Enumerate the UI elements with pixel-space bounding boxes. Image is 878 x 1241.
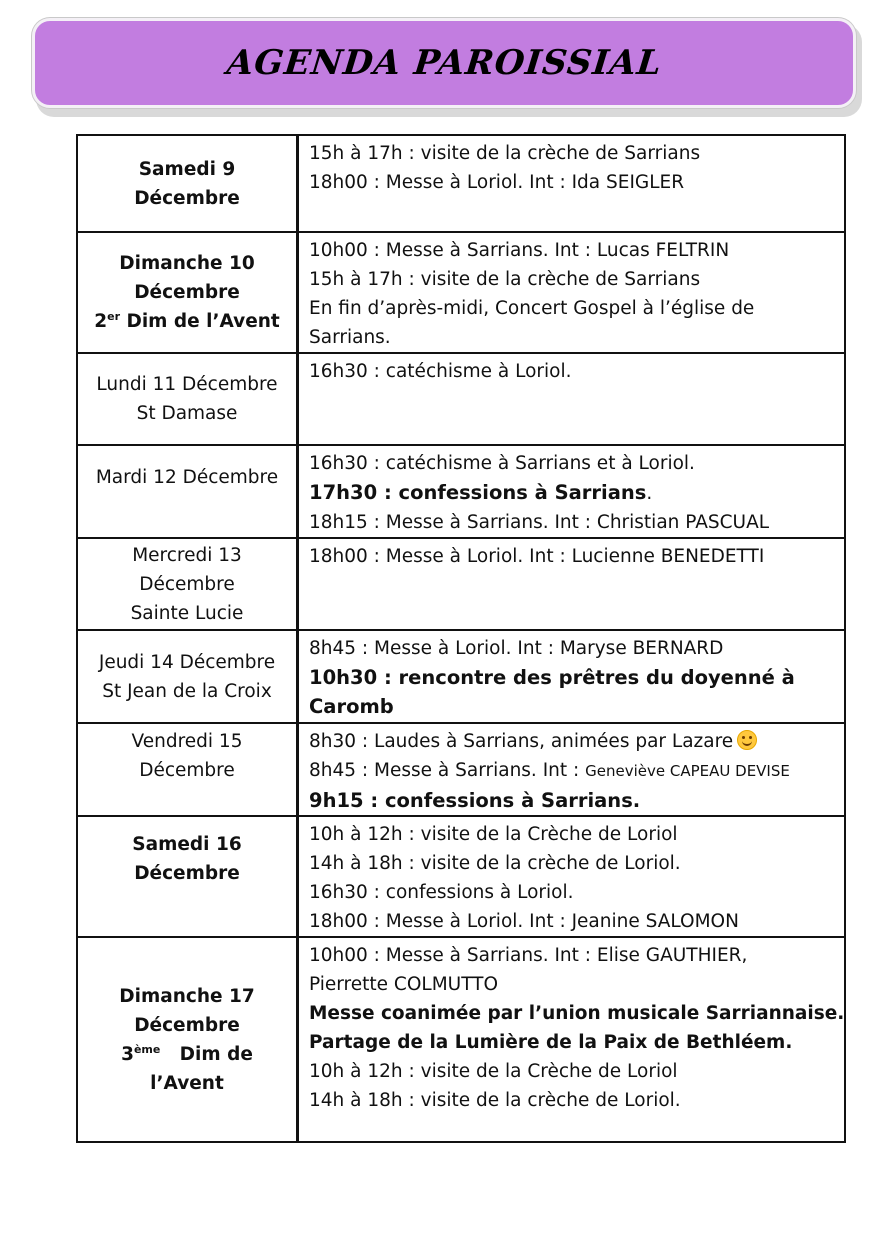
title-banner: [32, 18, 856, 108]
event-line: 9h15 : confessions à Sarrians.: [309, 789, 641, 812]
day-cell: [77, 538, 298, 630]
agenda-table: [76, 134, 846, 1143]
smiley-icon: [737, 730, 757, 750]
event-line: 16h30 : confessions à Loriol.: [309, 882, 574, 903]
table-row: [77, 816, 845, 937]
events-cell: [298, 232, 846, 353]
day-label: Lundi 11 Décembre: [96, 374, 278, 395]
day-cell: [77, 353, 298, 445]
table-row: [77, 538, 845, 630]
day-label: Dimanche 17: [119, 985, 255, 1007]
events-cell: [298, 937, 846, 1142]
page-title: AGENDA PAROISSIAL: [224, 43, 664, 83]
day-label: St Damase: [136, 403, 238, 424]
event-line: 18h00 : Messe à Loriol. Int : Jeanine SALOMON: [309, 911, 739, 932]
table-row: [77, 630, 845, 723]
event-line: Messe coanimée par l’union musicale Sarriannaise.: [309, 1003, 845, 1024]
day-label: Décembre: [139, 760, 235, 781]
event-line: 17h30 : confessions à Sarrians.: [309, 481, 653, 504]
day-label: Samedi 9: [138, 158, 236, 180]
table-row: [77, 353, 845, 445]
events-cell: [298, 445, 846, 538]
day-label: St Jean de la Croix: [102, 680, 272, 702]
event-line: 8h45 : Messe à Sarrians. Int : Geneviève CAPEAU DEVISE: [309, 760, 790, 781]
table-row: [77, 445, 845, 538]
event-line: 18h00 : Messe à Loriol. Int : Ida SEIGLER: [309, 172, 685, 193]
day-cell: [77, 232, 298, 353]
event-line: 18h15 : Messe à Sarrians. Int : Christian PASCUAL: [309, 512, 770, 533]
event-line: 14h à 18h : visite de la crèche de Loriol.: [309, 1090, 681, 1111]
event-line: Caromb: [309, 695, 394, 718]
event-line: 10h00 : Messe à Sarrians. Int : Lucas FELTRIN: [309, 240, 730, 261]
event-line: 8h45 : Messe à Loriol. Int : Maryse BERNARD: [309, 638, 724, 659]
day-label: Vendredi 15: [131, 731, 243, 752]
day-label: l’Avent: [150, 1072, 224, 1094]
event-line: 16h30 : catéchisme à Loriol.: [309, 361, 572, 382]
event-line: Pierrette COLMUTTO: [309, 974, 499, 995]
day-label: Décembre: [134, 282, 240, 303]
event-line: Partage de la Lumière de la Paix de Bethléem.: [309, 1032, 793, 1053]
day-cell: [77, 937, 298, 1142]
day-label: Sainte Lucie: [130, 602, 244, 624]
event-line: Sarrians.: [309, 327, 391, 348]
events-cell: [298, 135, 846, 232]
day-cell: [77, 816, 298, 937]
day-cell: [77, 723, 298, 816]
event-line: 8h30 : Laudes à Sarrians, animées par Lazare: [309, 727, 834, 756]
table-row: [77, 723, 845, 816]
day-cell: [77, 445, 298, 538]
day-label: 2er Dim de l’Avent: [94, 309, 280, 332]
event-line: 10h à 12h : visite de la Crèche de Loriol: [309, 824, 678, 845]
events-cell: [298, 816, 846, 937]
day-label: Mardi 12 Décembre: [95, 467, 279, 488]
event-line: 10h00 : Messe à Sarrians. Int : Elise GAUTHIER,: [309, 945, 748, 966]
table-row: [77, 937, 845, 1142]
day-label: Décembre: [134, 1014, 240, 1036]
day-label: Samedi 16: [132, 834, 242, 855]
events-cell: [298, 538, 846, 630]
events-cell: [298, 353, 846, 445]
event-line: 16h30 : catéchisme à Sarrians et à Loriol.: [309, 453, 695, 474]
event-line: 15h à 17h : visite de la crèche de Sarrians: [309, 269, 701, 290]
day-label: Jeudi 14 Décembre: [98, 651, 276, 673]
event-line: 15h à 17h : visite de la crèche de Sarrians: [309, 143, 701, 164]
day-cell: [77, 135, 298, 232]
events-cell: [298, 630, 846, 723]
events-cell: [298, 723, 846, 816]
day-label: Dimanche 10: [119, 253, 255, 274]
event-line: En fin d’après-midi, Concert Gospel à l’église de: [309, 298, 755, 319]
event-line: 10h30 : rencontre des prêtres du doyenné à: [309, 666, 795, 689]
table-row: [77, 232, 845, 353]
event-line: 10h à 12h : visite de la Crèche de Loriol: [309, 1061, 678, 1082]
day-label: Décembre: [134, 863, 240, 884]
day-label: Décembre: [139, 573, 235, 595]
day-cell: [77, 630, 298, 723]
event-line: 18h00 : Messe à Loriol. Int : Lucienne BENEDETTI: [309, 546, 765, 567]
event-line: 14h à 18h : visite de la crèche de Loriol.: [309, 853, 681, 874]
day-label: Décembre: [134, 187, 240, 209]
table-row: [77, 135, 845, 232]
day-label: Mercredi 13: [132, 544, 242, 566]
day-label: 3ème Dim de: [121, 1042, 253, 1065]
